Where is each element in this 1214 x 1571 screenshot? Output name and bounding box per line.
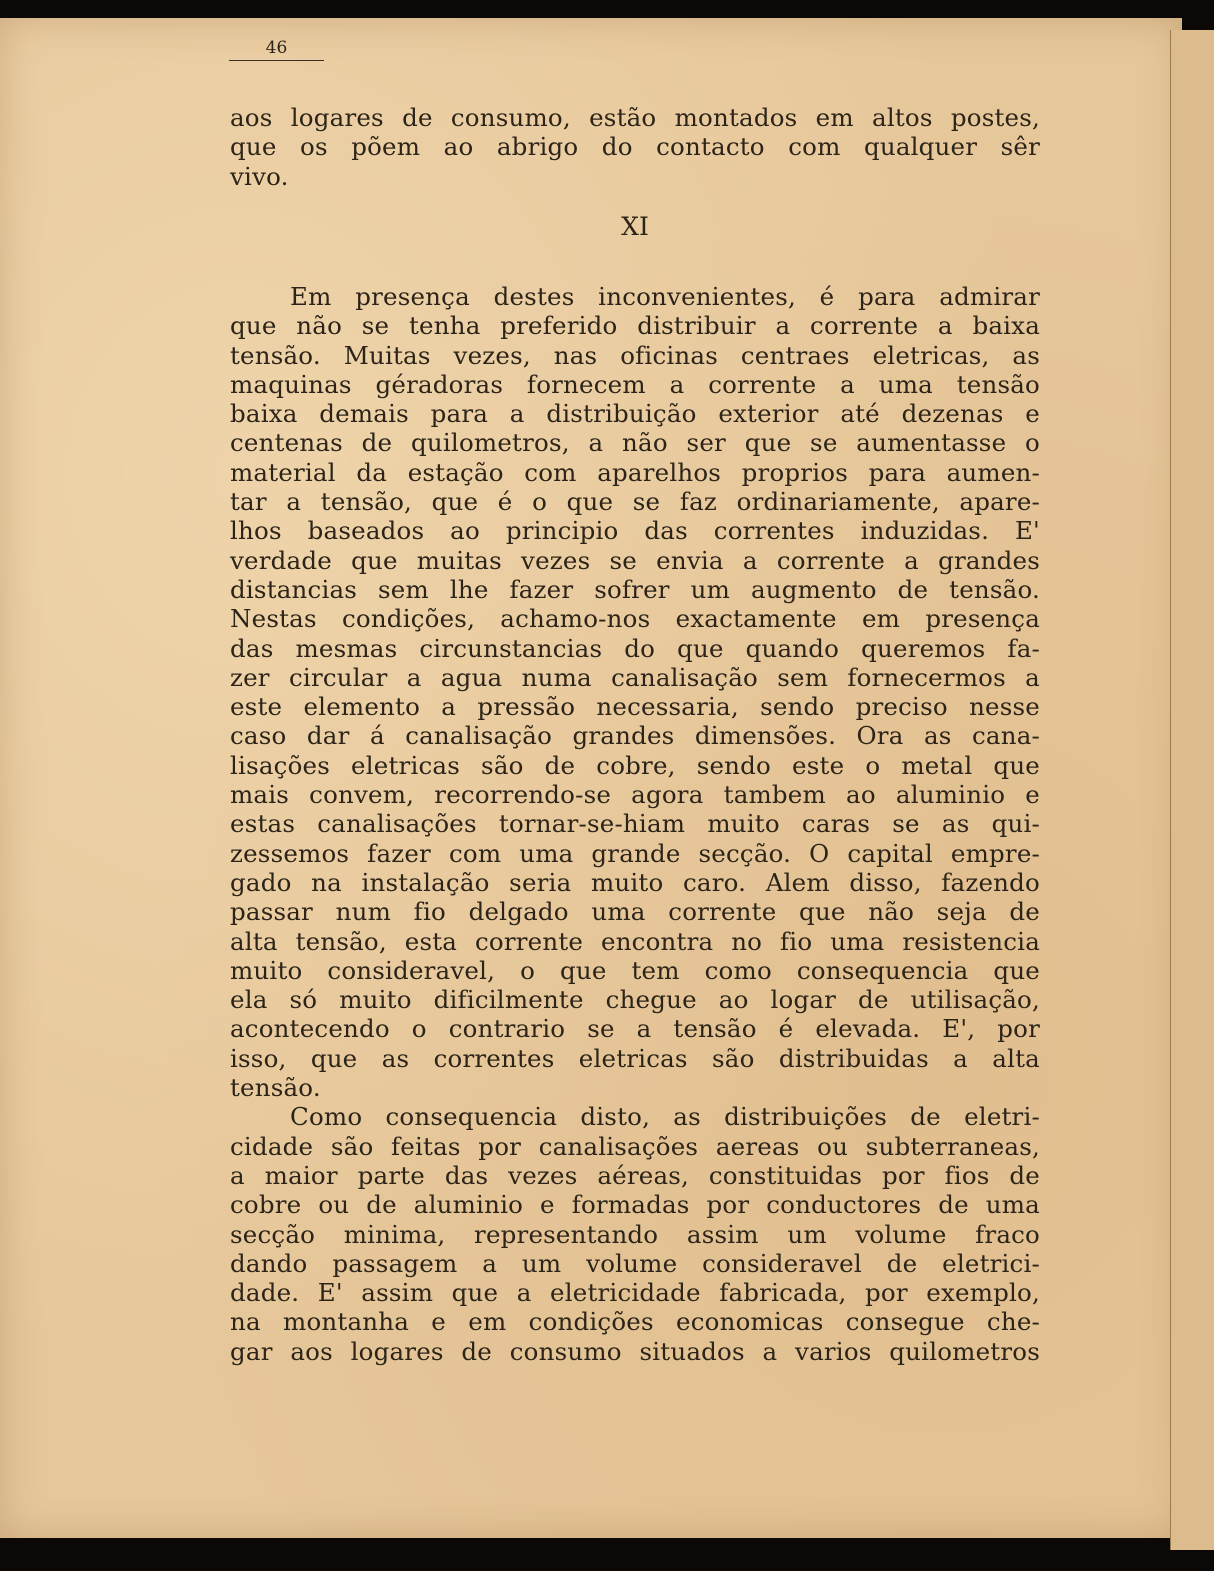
text-line: lisações eletricas são de cobre, sendo este o metal que [230, 750, 1040, 780]
text-line: tensão. [230, 1073, 321, 1103]
text-line: Em presença destes inconvenientes, é para admirar [290, 282, 1040, 311]
text-line: alta tensão, esta corrente encontra no fio uma resistencia [230, 926, 1040, 956]
chapter-heading: XI [621, 212, 649, 241]
text-line: verdade que muitas vezes se envia a corrente a grandes [230, 545, 1040, 575]
adjacent-page-edge [1170, 30, 1214, 1550]
body-text [230, 282, 1040, 1366]
text-line: aos logares de consumo, estão montados em altos postes, [230, 103, 1040, 132]
text-line: mais convem, recorrendo-se agora tambem ao aluminio e [230, 780, 1040, 810]
text-line: Nestas condições, achamo-nos exactamente em presença [230, 604, 1040, 634]
text-line: tensão. Muitas vezes, nas oficinas centraes eletricas, as [230, 340, 1040, 370]
text-line: muito consideravel, o que tem como consequencia que [230, 955, 1040, 985]
text-line: que os põem ao abrigo do contacto com qualquer sêr [230, 132, 1040, 162]
text-line: cobre ou de aluminio e formadas por conductores de uma [230, 1190, 1040, 1220]
text-line: lhos baseados ao principio das correntes induzidas. E' [230, 516, 1040, 546]
text-line: a maior parte das vezes aéreas, constituidas por fios de [230, 1160, 1040, 1190]
text-line: caso dar á canalisação grandes dimensões. Ora as cana- [230, 721, 1040, 751]
text-line: distancias sem lhe fazer sofrer um augmento de tensão. [230, 574, 1040, 604]
text-line: centenas de quilometros, a não ser que se aumentasse o [230, 428, 1040, 458]
text-line: dando passagem a um volume consideravel de eletrici- [230, 1248, 1040, 1278]
text-line: na montanha e em condições economicas consegue che- [230, 1307, 1040, 1337]
text-line: baixa demais para a distribuição exterior até dezenas e [230, 399, 1040, 429]
text-line: secção minima, representando assim um volume fraco [230, 1219, 1040, 1249]
text-line: Como consequencia disto, as distribuições de eletri- [290, 1102, 1040, 1132]
text-line: dade. E' assim que a eletricidade fabricada, por exemplo, [230, 1278, 1040, 1308]
text-line: isso, que as correntes eletricas são distribuidas a alta [230, 1043, 1040, 1073]
text-line: este elemento a pressão necessaria, sendo preciso nesse [230, 692, 1040, 722]
text-line: tar a tensão, que é o que se faz ordinariamente, apare- [230, 487, 1040, 517]
text-line: material da estação com aparelhos proprios para aumen- [230, 457, 1040, 487]
text-line: zer circular a agua numa canalisação sem fornecermos a [230, 662, 1040, 692]
text-line: cidade são feitas por canalisações aereas ou subterraneas, [230, 1131, 1040, 1161]
text-line: vivo. [230, 161, 289, 191]
page-number: 46 [229, 38, 324, 61]
text-line: passar num fio delgado uma corrente que não seja de [230, 897, 1040, 927]
text-line: que não se tenha preferido distribuir a corrente a baixa [230, 311, 1040, 341]
text-line: zessemos fazer com uma grande secção. O capital empre- [230, 838, 1040, 868]
text-line: maquinas géradoras fornecem a corrente a uma tensão [230, 369, 1040, 399]
text-line: gado na instalação seria muito caro. Alem disso, fazendo [230, 867, 1040, 897]
text-line: ela só muito dificilmente chegue ao logar de utilisação, [230, 985, 1040, 1015]
text-line: acontecendo o contrario se a tensão é elevada. E', por [230, 1014, 1040, 1044]
text-line: das mesmas circunstancias do que quando queremos fa- [230, 633, 1040, 663]
text-line: gar aos logares de consumo situados a varios quilometros [230, 1336, 1040, 1366]
paragraph-continuation [230, 103, 1040, 191]
text-line: estas canalisações tornar-se-hiam muito caras se as qui- [230, 809, 1040, 839]
